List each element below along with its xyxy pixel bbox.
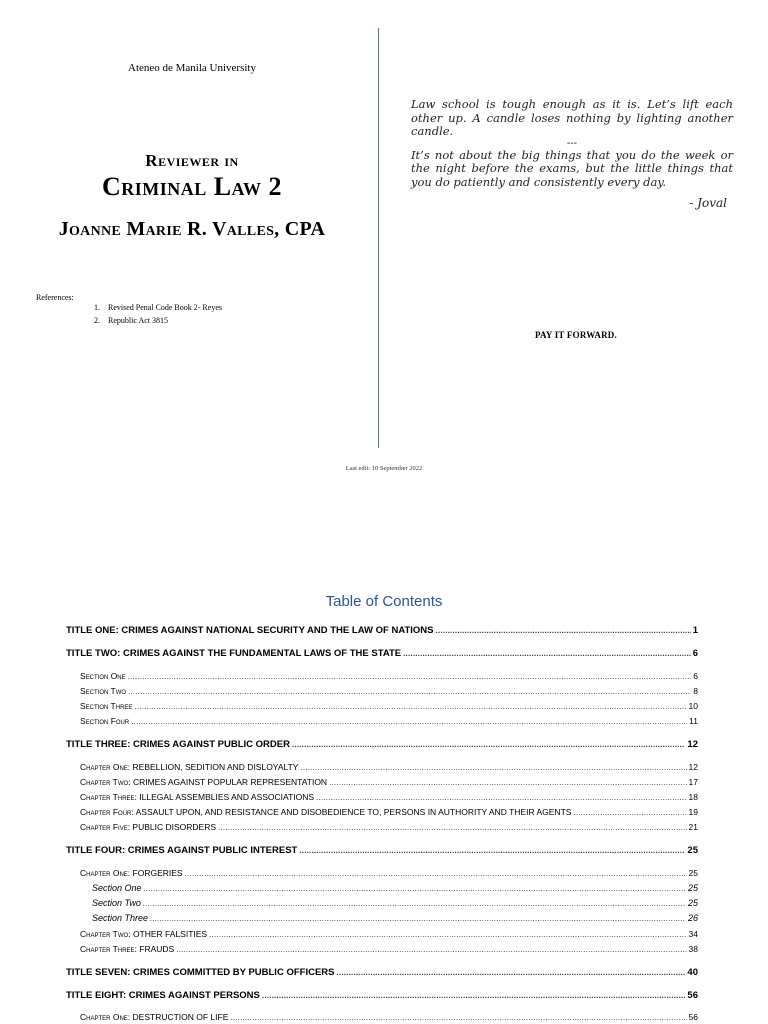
toc-entry-text: TITLE FOUR: CRIMES AGAINST PUBLIC INTEREST (66, 845, 298, 856)
toc-dot-leader (131, 716, 687, 726)
toc-entry-label (92, 913, 148, 923)
toc-dot-leader (299, 845, 685, 856)
toc-page-number: 34 (688, 929, 698, 939)
author-name: Joanne Marie R. Valles, CPA (58, 218, 326, 240)
toc-entry-title[interactable] (66, 967, 698, 978)
toc-dot-leader (230, 1012, 686, 1022)
toc-entry-text: TITLE TWO: CRIMES AGAINST THE FUNDAMENTAL LAWS OF THE STATE (66, 648, 402, 659)
toc-entry-chapter[interactable] (66, 822, 698, 832)
toc-page-number: 18 (688, 792, 698, 802)
toc-entry-chapter[interactable] (66, 944, 698, 954)
toc-entry-text: Section One (80, 671, 126, 681)
references-label: References: (36, 293, 74, 302)
reference-item: 2. Republic Act 3815 (94, 316, 168, 325)
toc-dot-leader (329, 777, 686, 787)
toc-page-number: 8 (693, 686, 698, 696)
references-list (94, 301, 222, 327)
toc-page-number: 6 (692, 648, 698, 659)
quote-signature: - Joval (689, 196, 727, 210)
quote-separator: --- (566, 137, 578, 149)
toc-entry-title[interactable] (66, 845, 698, 856)
toc-entry-text: Section Two (80, 686, 127, 696)
last-edit-date: Last edit: 10 September 2022 (345, 465, 423, 472)
toc-entry-chapter[interactable] (66, 1012, 698, 1022)
toc-entry-label (80, 929, 207, 939)
toc-dot-leader (316, 792, 686, 802)
toc-entry-label (80, 671, 126, 681)
toc-page-number: 6 (693, 671, 698, 681)
toc-entry-prefix: Chapter Three (80, 944, 135, 954)
toc-page-number: 10 (688, 701, 698, 711)
reference-item: 1. Revised Penal Code Book 2- Reyes (94, 303, 222, 312)
toc-entry-section[interactable] (66, 686, 698, 696)
toc-dot-leader (336, 967, 685, 978)
toc-page-number: 12 (688, 762, 698, 772)
toc-entry-prefix: Chapter One (80, 762, 128, 772)
toc-entry-label (80, 701, 132, 711)
pay-it-forward-text: PAY IT FORWARD. (535, 330, 617, 340)
toc-entry-text: TITLE THREE: CRIMES AGAINST PUBLIC ORDER (66, 739, 290, 750)
vertical-divider (378, 28, 379, 448)
toc-page-number: 17 (688, 777, 698, 787)
quote-two: It’s not about the big things that you do the week or the night before the exams, but the little things that you do patiently and consistently every day. (411, 147, 733, 189)
toc-page-number: 25 (687, 883, 698, 893)
toc-entry-title[interactable] (66, 990, 698, 1001)
subject-title: Criminal Law 2 (101, 172, 283, 201)
toc-page-number: 25 (687, 898, 698, 908)
toc-entry-label (92, 883, 142, 893)
toc-dot-leader (573, 807, 686, 817)
toc-entry-section[interactable] (66, 671, 698, 681)
toc-entry-label (66, 990, 260, 1001)
toc-entry-label (66, 648, 401, 659)
toc-dot-leader (262, 990, 686, 1001)
toc-entry-text: Section Two (92, 898, 141, 908)
toc-entry-text: : REBELLION, SEDITION AND DISLOYALTY (127, 762, 299, 772)
toc-entry-chapter[interactable] (66, 777, 698, 787)
university-name: Ateneo de Manila University (128, 62, 256, 74)
toc-page-number: 56 (687, 990, 698, 1001)
toc-entry-text: : ASSAULT UPON, AND RESISTANCE AND DISOBEDIENCE TO, PERSONS IN AUTHORITY AND THEIR AGENTS (131, 807, 572, 817)
toc-entry-prefix: Chapter Three (80, 792, 135, 802)
toc-entry-text: : OTHER FALSITIES (128, 929, 208, 939)
toc-dot-leader (144, 883, 686, 893)
toc-dot-leader (436, 625, 691, 636)
toc-page-number: 25 (688, 868, 698, 878)
toc-entry-text: Section One (92, 883, 142, 893)
quote-block (411, 98, 733, 211)
toc-entry-label (80, 868, 183, 878)
toc-entry-text: : FRAUDS (134, 944, 175, 954)
toc-entry-title[interactable] (66, 625, 698, 636)
toc-entry-subsection[interactable] (66, 898, 698, 908)
toc-entry-label (80, 944, 174, 954)
toc-entry-label (66, 739, 290, 750)
toc-entry-subsection[interactable] (66, 913, 698, 923)
toc-entry-text: TITLE EIGHT: CRIMES AGAINST PERSONS (66, 990, 260, 1001)
toc-entry-title[interactable] (66, 739, 698, 750)
toc-entry-label (80, 807, 571, 817)
toc-page-number: 19 (688, 807, 698, 817)
toc-entry-chapter[interactable] (66, 807, 698, 817)
toc-entry-label (80, 822, 216, 832)
toc-entry-text: : DESTRUCTION OF LIFE (127, 1012, 229, 1022)
toc-entry-prefix: Chapter One (80, 868, 128, 878)
toc-dot-leader (218, 822, 687, 832)
toc-entry-label (80, 686, 126, 696)
toc-entry-text: TITLE ONE: CRIMES AGAINST NATIONAL SECURITY AND THE LAW OF NATIONS (66, 625, 434, 636)
toc-dot-leader (143, 898, 686, 908)
toc-entry-chapter[interactable] (66, 762, 698, 772)
toc-entry-label (66, 625, 434, 636)
toc-page-number: 11 (689, 716, 698, 726)
toc-entry-text: Section Three (80, 701, 133, 711)
toc-entry-label (66, 967, 334, 978)
toc-entry-label (92, 898, 141, 908)
toc-entry-label (80, 1012, 228, 1022)
toc-page-number: 1 (692, 625, 698, 636)
toc-entry-label (80, 762, 298, 772)
toc-dot-leader (185, 868, 687, 878)
toc-entry-prefix: Chapter Two (80, 929, 129, 939)
toc-entry-chapter[interactable] (66, 792, 698, 802)
toc-entry-text: TITLE SEVEN: CRIMES COMMITTED BY PUBLIC OFFICERS (66, 967, 335, 978)
toc-entry-prefix: Chapter Two (80, 777, 129, 787)
toc-entry-prefix: Chapter Four (80, 807, 132, 817)
quote-one: Law school is tough enough as it is. Let’s lift each other up. A candle loses nothing by lighting another candle. (411, 97, 733, 138)
toc-entry-text: : FORGERIES (127, 868, 183, 878)
toc-entry-chapter[interactable] (66, 868, 698, 878)
toc-page-number: 12 (687, 739, 698, 750)
toc-page-number: 26 (687, 913, 698, 923)
toc-entry-label (80, 716, 129, 726)
toc-entry-prefix: Chapter Five (80, 822, 128, 832)
toc-entry-label (80, 792, 314, 802)
toc-entry-text: : CRIMES AGAINST POPULAR REPRESENTATION (128, 777, 328, 787)
toc-page-number: 38 (688, 944, 698, 954)
toc-entry-title[interactable] (66, 648, 698, 659)
toc-dot-leader (300, 762, 686, 772)
toc-dot-leader (134, 701, 686, 711)
toc-entry-prefix: Chapter One (80, 1012, 128, 1022)
toc-entry-text: : ILLEGAL ASSEMBLIES AND ASSOCIATIONS (134, 792, 315, 802)
toc-dot-leader (128, 686, 691, 696)
toc-entry-label (80, 777, 327, 787)
toc-entry-chapter[interactable] (66, 929, 698, 939)
toc-entry-subsection[interactable] (66, 883, 698, 893)
toc-entry-text: : PUBLIC DISORDERS (127, 822, 217, 832)
toc-page-number: 40 (687, 967, 698, 978)
toc-page-number: 21 (688, 822, 698, 832)
toc-entry-section[interactable] (66, 716, 698, 726)
toc-dot-leader (209, 929, 686, 939)
toc-dot-leader (292, 739, 685, 750)
toc-entry-text: Section Three (92, 913, 149, 923)
toc-dot-leader (150, 913, 686, 923)
toc-page-number: 25 (687, 845, 698, 856)
toc-page-number: 56 (688, 1012, 698, 1022)
toc-dot-leader (128, 671, 692, 681)
toc-entry-label (66, 845, 297, 856)
toc-heading: Table of Contents (325, 593, 443, 610)
toc-dot-leader (176, 944, 686, 954)
toc-entry-section[interactable] (66, 701, 698, 711)
toc-entry-text: Section Four (80, 716, 130, 726)
toc-dot-leader (403, 648, 691, 659)
reviewer-in-heading: Reviewer in (145, 151, 239, 170)
